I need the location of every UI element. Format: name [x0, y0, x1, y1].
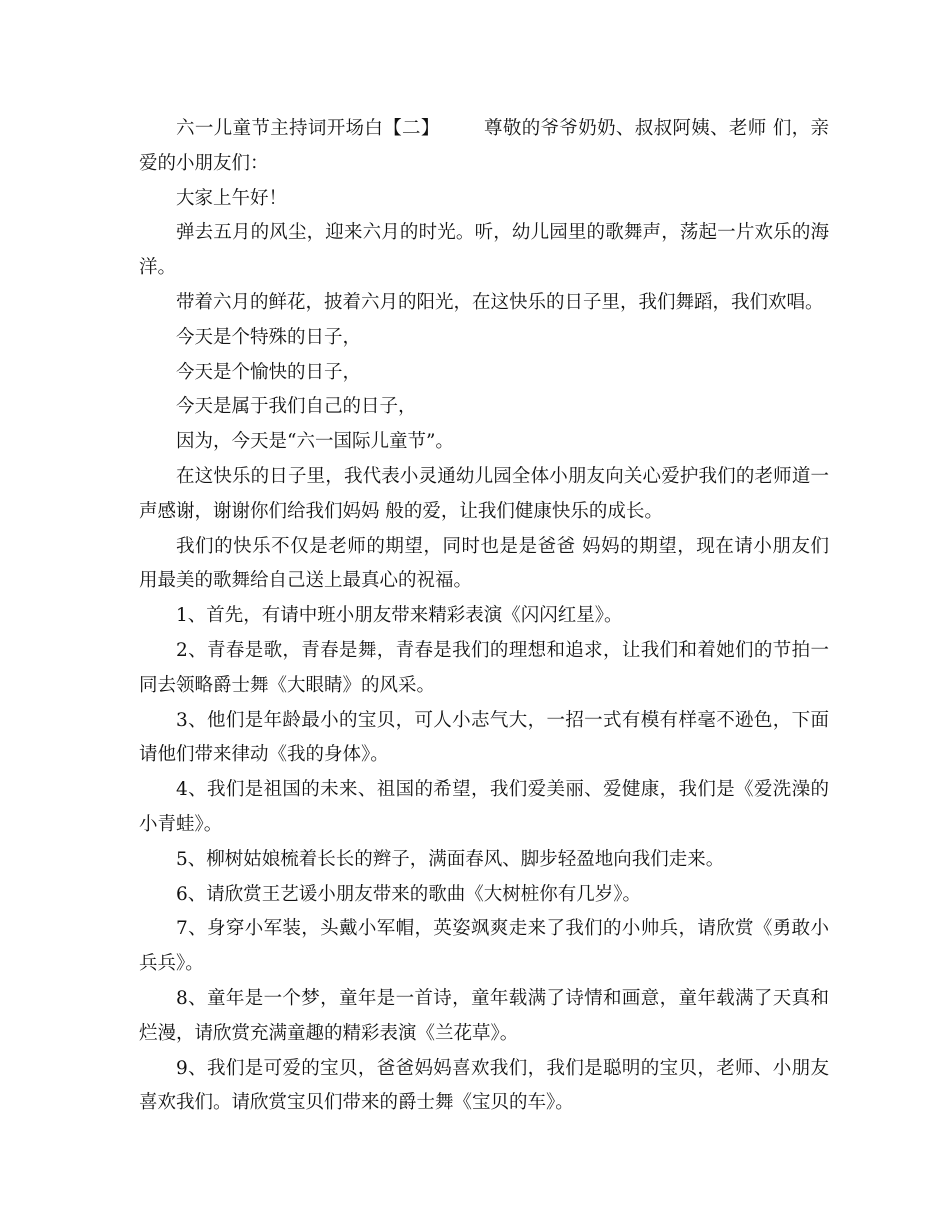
paragraph-6: 因为，今天是“六一国际儿童节”。 [176, 431, 454, 453]
program-item-4: 4、我们是祖国的未来、祖国的希望，我们爱美丽、爱健康，我们是《爱洗澡的小青蛙》。 [139, 779, 829, 835]
program-item-3: 3、他们是年龄最小的宝贝，可人小志气大，一招一式有模有样毫不逊色，下面请他们带来律动《我的身体》。 [139, 709, 829, 766]
paragraph-4: 今天是个愉快的日子， [176, 361, 362, 383]
paragraph-7: 在这快乐的日子里，我代表小灵通幼儿园全体小朋友向关心爱护我们的老师道一声感谢，谢谢你们给我们妈妈 般的爱，让我们健康快乐的成长。 [139, 465, 829, 522]
title-paragraph [139, 112, 829, 182]
program-item-7: 7、身穿小军装，头戴小军帽，英姿飒爽走来了我们的小帅兵，请欣赏《勇敢小兵兵》。 [139, 918, 829, 975]
program-item-2: 2、青春是歌，青春是舞，青春是我们的理想和追求，让我们和着她们的节拍一同去领略爵士舞《大眼睛》的风采。 [139, 639, 829, 696]
document-title: 六一儿童节主持词开场白【二】 [176, 118, 440, 139]
greeting: 尊敬的爷爷奶奶、叔叔阿姨、老师 们，亲爱的小朋友们： [139, 118, 829, 174]
program-item-8: 8、童年是一个梦，童年是一首诗，童年载满了诗情和画意，童年载满了天真和烂漫，请欣赏充满童趣的精彩表演《兰花草》。 [139, 987, 829, 1044]
paragraph-1: 弹去五月的风尘，迎来六月的时光。听，幼儿园里的歌舞声，荡起一片欢乐的海洋。 [139, 222, 829, 279]
program-item-9: 9、我们是可爱的宝贝，爸爸妈妈喜欢我们，我们是聪明的宝贝，老师、小朋友喜欢我们。请欣赏宝贝们带来的爵士舞《宝贝的车》。 [139, 1057, 829, 1114]
program-item-5: 5、柳树姑娘梳着长长的辫子，满面春风、脚步轻盈地向我们走来。 [176, 848, 725, 870]
paragraph-3: 今天是个特殊的日子， [176, 326, 362, 348]
paragraph-8: 我们的快乐不仅是老师的期望，同时也是是爸爸 妈妈的期望，现在请小朋友们用最美的歌舞给自己送上最真心的祝福。 [139, 535, 829, 592]
paragraph-2: 带着六月的鲜花，披着六月的阳光，在这快乐的日子里，我们舞蹈，我们欢唱。 [176, 291, 824, 313]
paragraph-5: 今天是属于我们自己的日子， [176, 396, 417, 418]
document-body [139, 112, 829, 1121]
program-item-1: 1、首先，有请中班小朋友带来精彩表演《闪闪红星》。 [176, 605, 623, 627]
paragraph-0: 大家上午好！ [176, 187, 288, 209]
program-item-6: 6、请欣赏王艺谖小朋友带来的歌曲《大树桩你有几岁》。 [176, 883, 642, 905]
